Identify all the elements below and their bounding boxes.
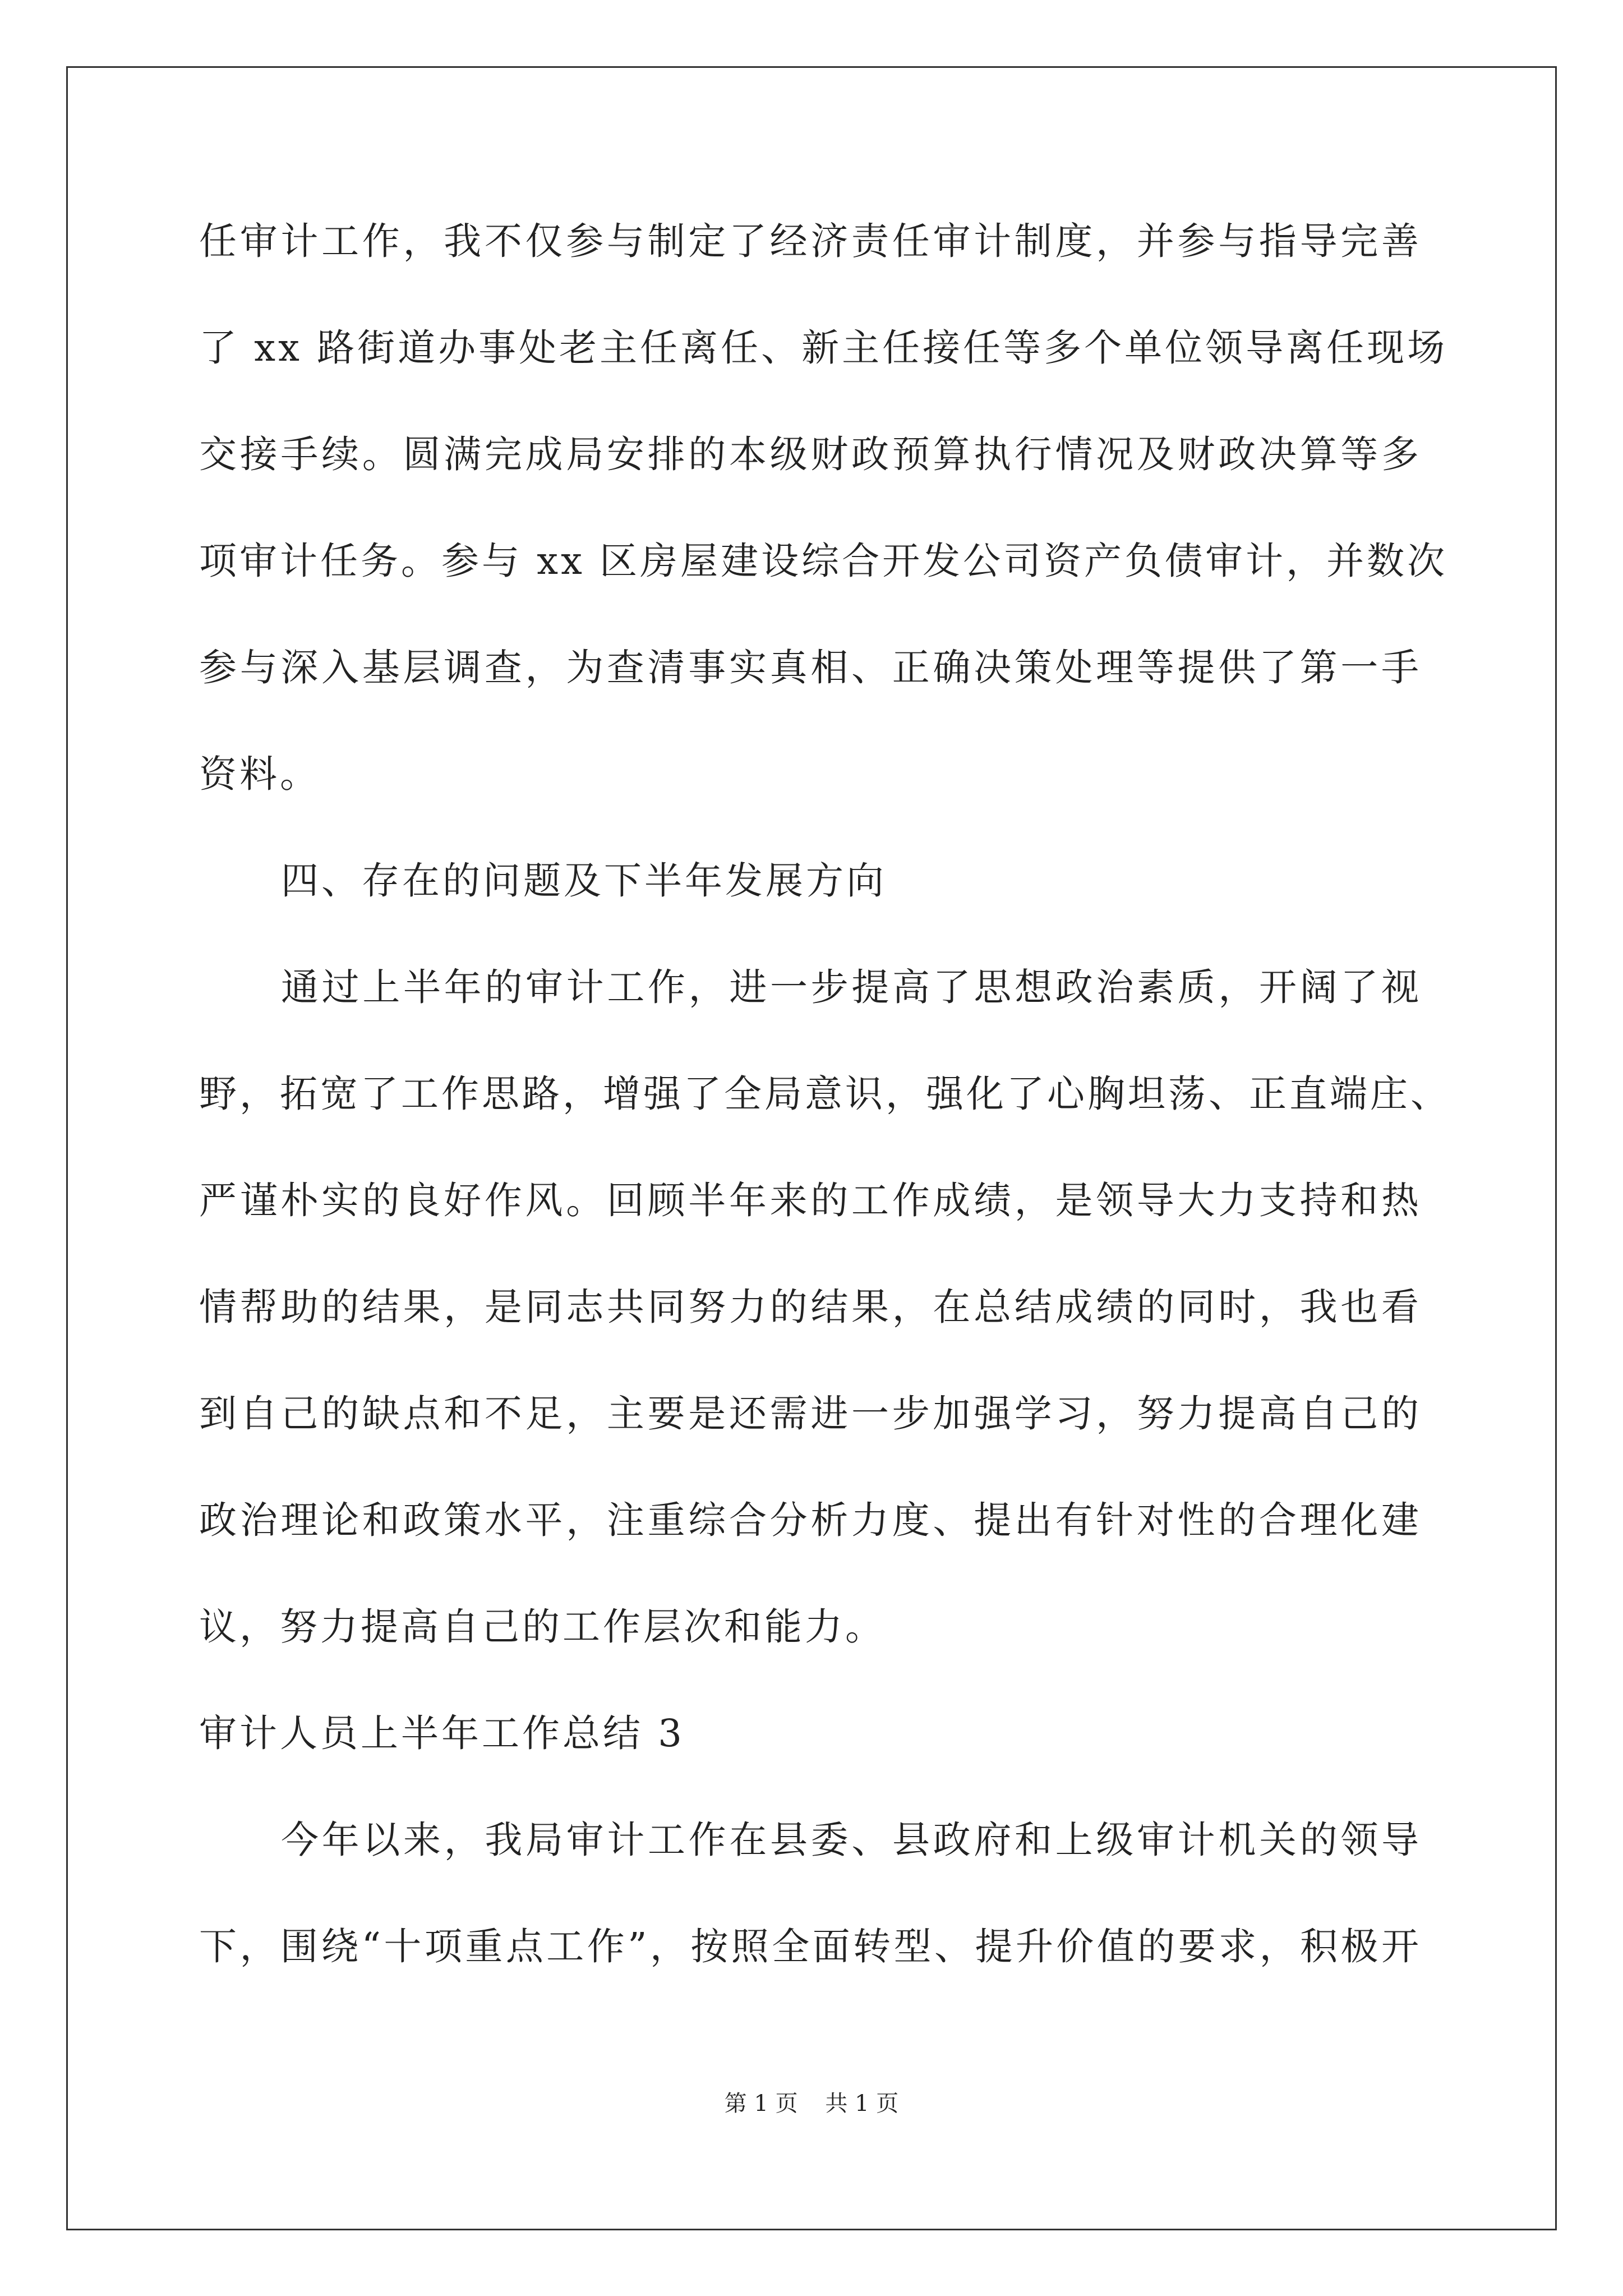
body-text-line: 交接手续。圆满完成局安排的本级财政预算执行情况及财政决算等多	[199, 432, 1422, 476]
body-text-line: 政治理论和政策水平，注重综合分析力度、提出有针对性的合理化建	[199, 1498, 1422, 1542]
document-title: 审计人员上半年工作总结 3	[199, 1711, 685, 1755]
body-text-line: 下，围绕“十项重点工作”，按照全面转型、提升价值的要求，积极开	[199, 1925, 1422, 1968]
body-text-line: 今年以来，我局审计工作在县委、县政府和上级审计机关的领导	[281, 1818, 1422, 1862]
body-text-line: 资料。	[199, 752, 320, 796]
body-text-line: 任审计工作，我不仅参与制定了经济责任审计制度，并参与指导完善	[199, 219, 1422, 263]
page-number-current: 第 1 页	[724, 2091, 798, 2116]
page-border	[66, 66, 1557, 2230]
body-text-line: 野，拓宽了工作思路，增强了全局意识，强化了心胸坦荡、正直端庄、	[199, 1072, 1451, 1116]
body-text-line: 通过上半年的审计工作，进一步提高了思想政治素质，开阔了视	[281, 965, 1422, 1009]
body-text-line: 严谨朴实的良好作风。回顾半年来的工作成绩，是领导大力支持和热	[199, 1179, 1422, 1222]
body-text-line: 项审计任务。参与 xx 区房屋建设综合开发公司资产负债审计，并数次	[199, 539, 1448, 583]
section-heading: 四、存在的问题及下半年发展方向	[281, 859, 887, 903]
body-text-line: 参与深入基层调查，为查清事实真相、正确决策处理等提供了第一手	[199, 646, 1422, 689]
body-text-line: 了 xx 路街道办事处老主任离任、新主任接任等多个单位领导离任现场	[199, 326, 1448, 370]
body-text-line: 情帮助的结果，是同志共同努力的结果，在总结成绩的同时，我也看	[199, 1285, 1422, 1329]
page-footer	[0, 2090, 1623, 2118]
body-text-line: 到自己的缺点和不足，主要是还需进一步加强学习，努力提高自己的	[199, 1392, 1422, 1435]
body-text-line: 议，努力提高自己的工作层次和能力。	[199, 1605, 886, 1649]
page-number-total: 共 1 页	[825, 2091, 899, 2116]
